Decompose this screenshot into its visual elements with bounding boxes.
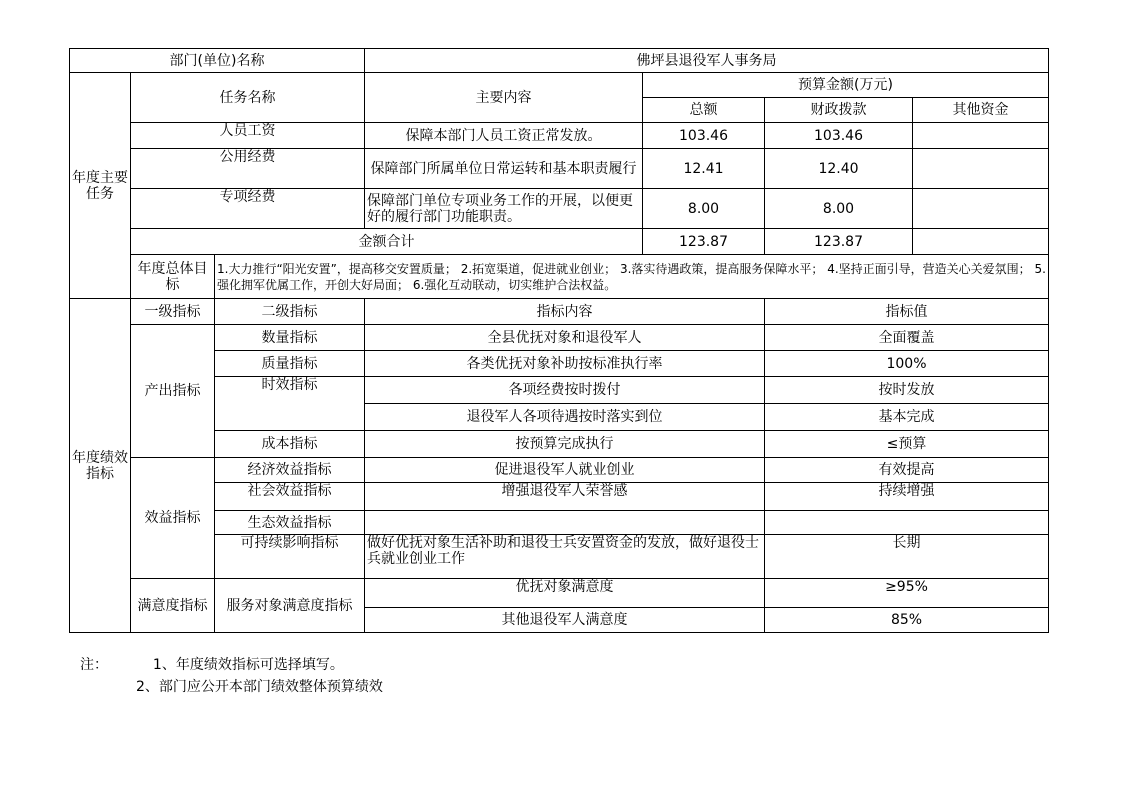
other-funds-header: 其他资金 — [913, 98, 1049, 123]
indicator-value: 85% — [765, 608, 1049, 633]
indicator-value — [765, 511, 1049, 535]
indicator-value-header: 指标值 — [765, 299, 1049, 325]
indicator-content: 各项经费按时拨付 — [365, 377, 765, 404]
task-total: 8.00 — [643, 189, 765, 229]
task-content: 保障部门所属单位日常运转和基本职责履行 — [365, 149, 643, 189]
indicator-content: 优抚对象满意度 — [365, 579, 765, 608]
timeliness-indicator: 时效指标 — [215, 377, 365, 431]
annual-tasks-label: 年度主要任务 — [70, 73, 131, 299]
content-header: 主要内容 — [365, 73, 643, 123]
level2-header: 二级指标 — [215, 299, 365, 325]
sustainability-indicator: 可持续影响指标 — [215, 535, 365, 579]
benefit-indicator-label: 效益指标 — [131, 458, 215, 579]
sum-fiscal: 123.87 — [765, 229, 913, 255]
indicator-value: ≥95% — [765, 579, 1049, 608]
economic-indicator: 经济效益指标 — [215, 458, 365, 483]
indicator-content: 增强退役军人荣誉感 — [365, 483, 765, 511]
task-name: 人员工资 — [131, 123, 365, 149]
sum-total: 123.87 — [643, 229, 765, 255]
indicator-content: 其他退役军人满意度 — [365, 608, 765, 633]
ecological-indicator: 生态效益指标 — [215, 511, 365, 535]
quality-indicator: 质量指标 — [215, 351, 365, 377]
task-name: 公用经费 — [131, 149, 365, 189]
task-other — [913, 123, 1049, 149]
performance-table — [69, 48, 1049, 633]
total-header: 总额 — [643, 98, 765, 123]
cost-indicator: 成本指标 — [215, 431, 365, 458]
indicator-content: 做好优抚对象生活补助和退役士兵安置资金的发放，做好退役士兵就业创业工作 — [365, 535, 765, 579]
indicator-value: 有效提高 — [765, 458, 1049, 483]
indicator-value: 长期 — [765, 535, 1049, 579]
indicator-content: 各类优抚对象补助按标准执行率 — [365, 351, 765, 377]
task-name-header: 任务名称 — [131, 73, 365, 123]
task-content: 保障部门单位专项业务工作的开展，以便更好的履行部门功能职责。 — [365, 189, 643, 229]
level1-header: 一级指标 — [131, 299, 215, 325]
notes-prefix: 注： — [80, 657, 108, 673]
note-2: 2、部门应公开本部门绩效整体预算绩效 — [136, 679, 383, 695]
indicator-content-header: 指标内容 — [365, 299, 765, 325]
output-indicator-label: 产出指标 — [131, 325, 215, 458]
sum-label: 金额合计 — [131, 229, 643, 255]
budget-header: 预算金额(万元) — [643, 73, 1049, 98]
dept-name: 佛坪县退役军人事务局 — [365, 49, 1049, 73]
dept-label: 部门(单位)名称 — [70, 49, 365, 73]
fiscal-header: 财政拨款 — [765, 98, 913, 123]
task-other — [913, 149, 1049, 189]
indicator-value: 基本完成 — [765, 404, 1049, 431]
notes — [80, 654, 383, 698]
sum-other — [913, 229, 1049, 255]
indicator-value: 全面覆盖 — [765, 325, 1049, 351]
social-indicator: 社会效益指标 — [215, 483, 365, 511]
task-name: 专项经费 — [131, 189, 365, 229]
indicator-content: 按预算完成执行 — [365, 431, 765, 458]
indicator-value: 按时发放 — [765, 377, 1049, 404]
service-satisfaction-indicator: 服务对象满意度指标 — [215, 579, 365, 633]
indicator-content: 促进退役军人就业创业 — [365, 458, 765, 483]
indicator-value: 100% — [765, 351, 1049, 377]
task-other — [913, 189, 1049, 229]
overall-goal-label: 年度总体目标 — [131, 255, 215, 299]
overall-goal-text: 1.大力推行“阳光安置”，提高移交安置质量； 2.拓宽渠道，促进就业创业； 3.落实待遇政策，提高服务保障水平； 4.坚持正面引导，营造关心关爱氛围； 5.强化拥军优属工作，开创大好局面； 6.强化互动联动，切实维护合法权益。 — [215, 255, 1049, 299]
indicator-content: 全县优抚对象和退役军人 — [365, 325, 765, 351]
quantity-indicator: 数量指标 — [215, 325, 365, 351]
satisfaction-indicator-label: 满意度指标 — [131, 579, 215, 633]
task-content: 保障本部门人员工资正常发放。 — [365, 123, 643, 149]
indicator-content — [365, 511, 765, 535]
indicator-value: ≤预算 — [765, 431, 1049, 458]
task-fiscal: 12.40 — [765, 149, 913, 189]
performance-label: 年度绩效指标 — [70, 299, 131, 633]
task-total: 12.41 — [643, 149, 765, 189]
task-fiscal: 8.00 — [765, 189, 913, 229]
note-1: 1、年度绩效指标可选择填写。 — [152, 657, 344, 673]
indicator-content: 退役军人各项待遇按时落实到位 — [365, 404, 765, 431]
indicator-value: 持续增强 — [765, 483, 1049, 511]
task-total: 103.46 — [643, 123, 765, 149]
task-fiscal: 103.46 — [765, 123, 913, 149]
